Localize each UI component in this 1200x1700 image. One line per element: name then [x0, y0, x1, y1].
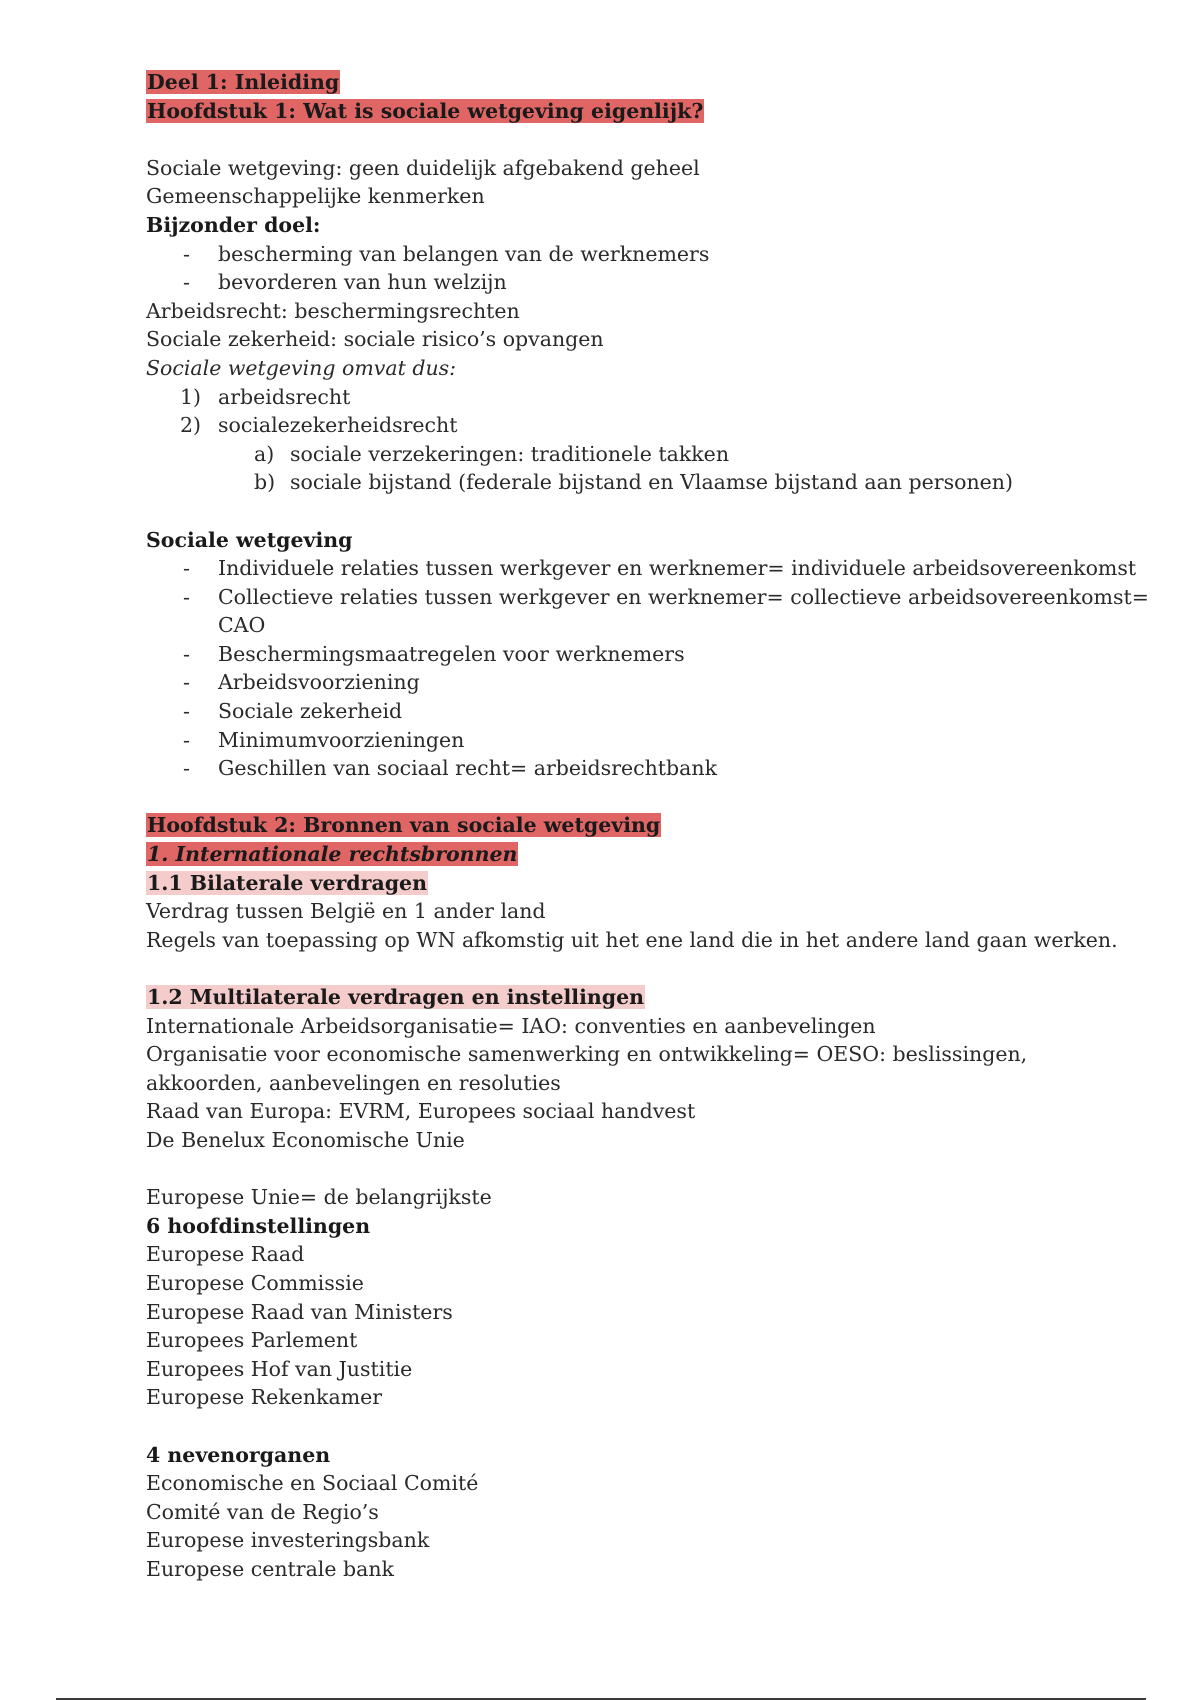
lettered-item: a) sociale verzekeringen: traditionele takken [254, 441, 730, 466]
list-item: - bescherming van belangen van de werknemers [183, 241, 710, 266]
section-1-heading: 1. Internationale rechtsbronnen [147, 842, 518, 867]
list-item: - Collectieve relaties tussen werkgever en werknemer= collectieve arbeidsovereenkomst= [183, 584, 1149, 609]
numbered-item: 2) socialezekerheidsrecht [180, 413, 458, 438]
list-item: - Beschermingsmaatregelen voor werknemers [183, 641, 685, 666]
list-item: Comité van de Regio’s [146, 1499, 379, 1524]
paragraph-line: Raad van Europa: EVRM, Europees sociaal handvest [146, 1099, 696, 1124]
list-item: Europese investeringsbank [146, 1528, 430, 1553]
doel-heading: Bijzonder doel: [146, 212, 321, 237]
paragraph-line: Gemeenschappelijke kenmerken [146, 184, 485, 209]
nevenorganen-heading: 4 nevenorganen [146, 1442, 331, 1467]
list-item: Europese Commissie [146, 1270, 364, 1295]
section-1-1-heading: 1.1 Bilaterale verdragen [147, 870, 428, 895]
list-item: - Geschillen van sociaal recht= arbeidsrechtbank [183, 756, 718, 781]
paragraph-line: Regels van toepassing op WN afkomstig uit het ene land die in het andere land gaan werken. [146, 927, 1118, 952]
hoofdinstellingen-heading: 6 hoofdinstellingen [146, 1213, 371, 1238]
paragraph-line: Sociale zekerheid: sociale risico’s opvangen [146, 327, 604, 352]
paragraph-line: Sociale wetgeving: geen duidelijk afgebakend geheel [146, 155, 700, 180]
list-item: Europese centrale bank [146, 1556, 394, 1581]
list-item: - Arbeidsvoorziening [183, 670, 420, 695]
chapter-1-heading: Hoofdstuk 1: Wat is sociale wetgeving eigenlijk? [147, 98, 704, 123]
list-item: - Sociale zekerheid [183, 699, 403, 724]
chapter-2-heading: Hoofdstuk 2: Bronnen van sociale wetgeving [147, 813, 661, 838]
document-page [146, 68, 1149, 1583]
section-1-2-heading: 1.2 Multilaterale verdragen en instellingen [147, 985, 645, 1009]
paragraph-line: Verdrag tussen België en 1 ander land [146, 899, 546, 924]
paragraph-line: Arbeidsrecht: beschermingsrechten [146, 298, 520, 323]
lettered-item: b) sociale bijstand (federale bijstand en Vlaamse bijstand aan personen) [254, 470, 1013, 495]
list-item: Europese Raad van Ministers [146, 1299, 453, 1324]
list-item-continuation: CAO [218, 613, 266, 638]
list-item: Europese Rekenkamer [146, 1385, 383, 1410]
list-item: Europees Parlement [146, 1328, 358, 1353]
list-item: - Minimumvoorzieningen [183, 727, 465, 752]
paragraph-line: akkoorden, aanbevelingen en resoluties [146, 1070, 561, 1095]
list-item: Europees Hof van Justitie [146, 1356, 413, 1381]
paragraph-line: Organisatie voor economische samenwerking en ontwikkeling= OESO: beslissingen, [146, 1042, 1028, 1067]
list-item: - Individuele relaties tussen werkgever en werknemer= individuele arbeidsovereenkomst [183, 556, 1137, 581]
part-heading: Deel 1: Inleiding [147, 70, 340, 94]
list-item: Economische en Sociaal Comité [146, 1471, 479, 1496]
list-item: - bevorderen van hun welzijn [183, 270, 507, 295]
paragraph-line: Europese Unie= de belangrijkste [146, 1185, 492, 1210]
sociale-wetgeving-heading: Sociale wetgeving [146, 527, 353, 552]
omvat-heading: Sociale wetgeving omvat dus: [146, 355, 457, 380]
paragraph-line: Internationale Arbeidsorganisatie= IAO: conventies en aanbevelingen [146, 1013, 876, 1038]
numbered-item: 1) arbeidsrecht [180, 384, 351, 409]
paragraph-line: De Benelux Economische Unie [146, 1127, 465, 1152]
list-item: Europese Raad [146, 1242, 305, 1267]
